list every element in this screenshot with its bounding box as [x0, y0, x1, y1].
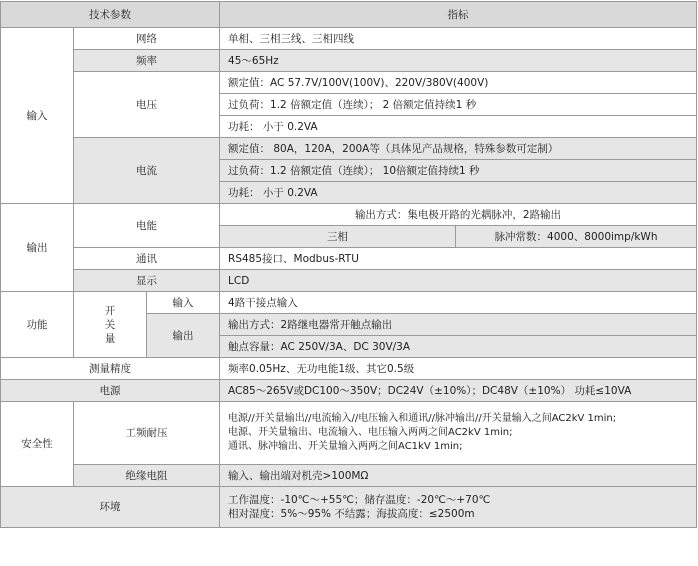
display-value: LCD	[220, 270, 697, 292]
switch-label	[74, 292, 147, 358]
withstand-line-2: 电源、开关量输出、电流输入、电压输入两两之间AC2kV 1min;	[228, 427, 513, 438]
withstand-line-3: 通讯、脉冲输出、开关量输入两两之间AC1kV 1min;	[228, 441, 463, 452]
network-value: 单相、三相三线、三相四线	[220, 28, 697, 50]
display-label: 显示	[74, 270, 220, 292]
row-current-rated	[1, 138, 697, 160]
row-network	[1, 28, 697, 50]
row-power-supply	[1, 380, 697, 402]
network-label: 网络	[74, 28, 220, 50]
row-environment	[1, 487, 697, 528]
func-out-mode: 输出方式：2路继电器常开触点输出	[220, 314, 697, 336]
withstand-line-1: 电源//开关量输出//电流输入//电压输入和通讯//脉冲输出//开关量输入之间AC2kV 1min;	[228, 413, 617, 424]
group-safety-label: 安全性	[1, 402, 74, 487]
group-function-label: 功能	[1, 292, 74, 358]
accuracy-label: 测量精度	[1, 358, 220, 380]
voltage-overload: 过负荷：1.2 倍额定值（连续）； 2 倍额定值持续1 秒	[220, 94, 697, 116]
power-supply-label: 电源	[1, 380, 220, 402]
row-insulation	[1, 465, 697, 487]
power-supply-value: AC85～265V或DC100～350V；DC24V（±10%）；DC48V（±10%） 功耗≤10VA	[220, 380, 697, 402]
frequency-label: 频率	[74, 50, 220, 72]
current-overload: 过负荷：1.2 倍额定值（连续）； 10倍额定值持续1 秒	[220, 160, 697, 182]
withstand-value	[220, 402, 697, 465]
header-indicator: 指标	[220, 2, 697, 28]
insulation-value: 输入、输出端对机壳>100MΩ	[220, 465, 697, 487]
func-out-label: 输出	[147, 314, 220, 358]
voltage-label: 电压	[74, 72, 220, 138]
energy-pulse: 脉冲常数：4000、8000imp/kWh	[456, 226, 697, 248]
comm-value: RS485接口、Modbus-RTU	[220, 248, 697, 270]
row-energy-mode	[1, 204, 697, 226]
voltage-power: 功耗： 小于 0.2VA	[220, 116, 697, 138]
spec-table	[0, 1, 697, 528]
func-in-value: 4路干接点输入	[220, 292, 697, 314]
environment-label: 环境	[1, 487, 220, 528]
comm-label: 通讯	[74, 248, 220, 270]
current-rated: 额定值： 80A，120A，200A等（具体见产品规格，特殊参数可定制）	[220, 138, 697, 160]
energy-label: 电能	[74, 204, 220, 248]
header-row	[1, 2, 697, 28]
row-display	[1, 270, 697, 292]
row-voltage-rated	[1, 72, 697, 94]
frequency-value: 45～65Hz	[220, 50, 697, 72]
energy-phase: 三相	[220, 226, 456, 248]
row-func-in	[1, 292, 697, 314]
row-comm	[1, 248, 697, 270]
header-param: 技术参数	[1, 2, 220, 28]
switch-char-2: 关	[104, 318, 116, 331]
withstand-label: 工频耐压	[74, 402, 220, 465]
row-accuracy	[1, 358, 697, 380]
environment-line-1: 工作温度：-10℃～+55℃；储存温度：-20℃～+70℃	[228, 494, 491, 506]
switch-char-1: 开	[104, 304, 116, 317]
row-frequency	[1, 50, 697, 72]
switch-char-3: 量	[104, 332, 116, 345]
row-withstand	[1, 402, 697, 465]
environment-line-2: 相对湿度：5%～95% 不结露；海拔高度：≤2500m	[228, 508, 475, 520]
accuracy-value: 频率0.05Hz、无功电能1级、其它0.5级	[220, 358, 697, 380]
current-power: 功耗： 小于 0.2VA	[220, 182, 697, 204]
energy-mode: 输出方式：集电极开路的光耦脉冲，2路输出	[220, 204, 697, 226]
group-input-label: 输入	[1, 28, 74, 204]
current-label: 电流	[74, 138, 220, 204]
func-in-label: 输入	[147, 292, 220, 314]
insulation-label: 绝缘电阻	[74, 465, 220, 487]
voltage-rated: 额定值：AC 57.7V/100V(100V)、220V/380V(400V)	[220, 72, 697, 94]
environment-value	[220, 487, 697, 528]
group-output-label: 输出	[1, 204, 74, 292]
func-out-capacity: 触点容量：AC 250V/3A、DC 30V/3A	[220, 336, 697, 358]
